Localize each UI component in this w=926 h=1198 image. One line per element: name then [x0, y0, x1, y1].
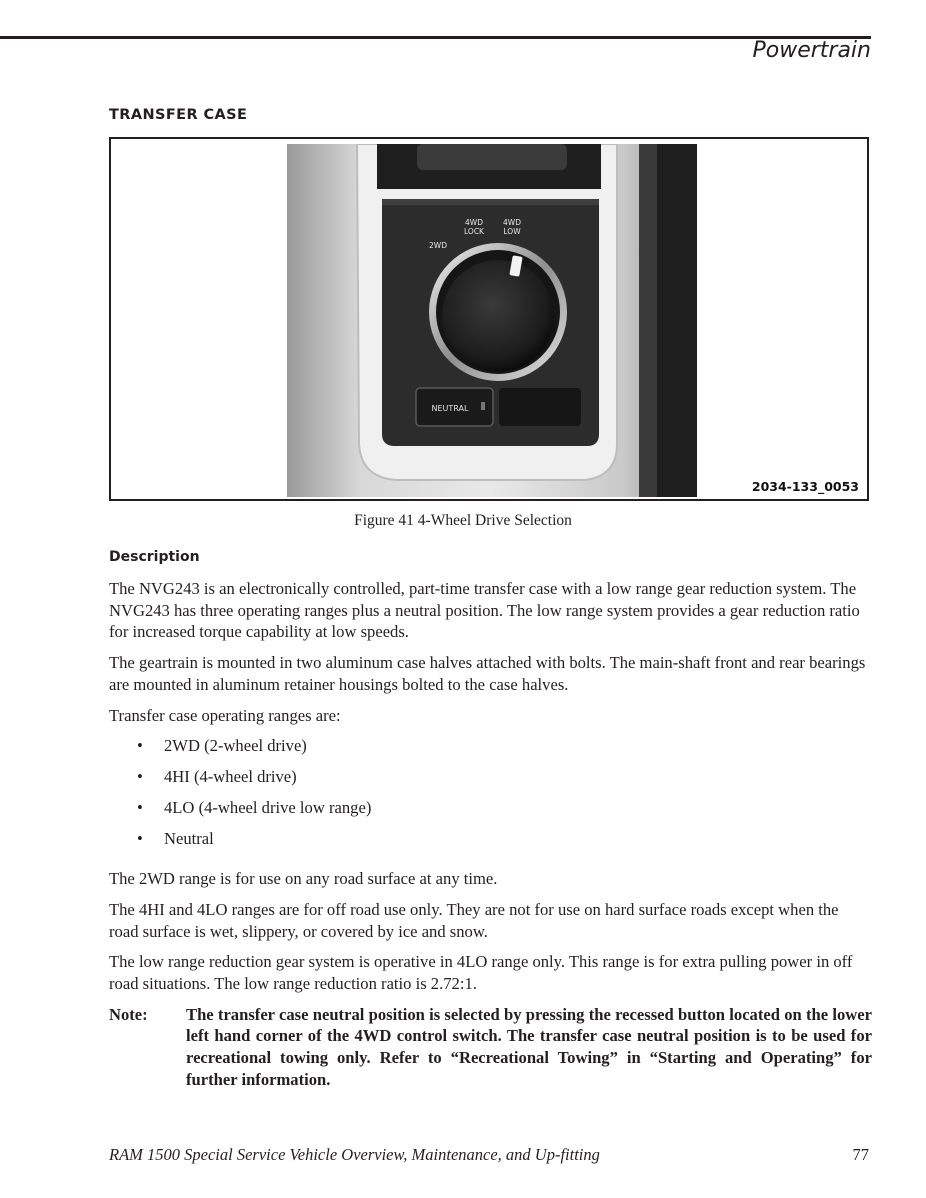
page-footer — [109, 1145, 871, 1165]
label-4wd-lock-line2: LOCK — [464, 227, 484, 236]
list-item-text: 2WD (2-wheel drive) — [164, 736, 307, 756]
paragraph: The 4HI and 4LO ranges are for off road use only. They are not for use on hard surface roads except when the road surface is wet, slippery, or covered by ice and snow. — [109, 899, 839, 941]
list-item-text: 4LO (4-wheel drive low range) — [164, 798, 372, 818]
photo-id: 2034-133_0053 — [748, 478, 863, 495]
label-4wd-low-line1: 4WD — [503, 218, 521, 227]
paragraph: The 2WD range is for use on any road surface at any time. — [109, 869, 498, 889]
label-2wd: 2WD — [429, 241, 447, 250]
bullet-icon: • — [137, 798, 143, 818]
list-item — [109, 797, 872, 828]
figure-caption: Figure 41 4-Wheel Drive Selection — [354, 512, 572, 529]
note-label: Note: — [109, 1004, 148, 1024]
transfer-case-switch-photo — [287, 144, 697, 497]
paragraph: The NVG243 is an electronically controlled, part-time transfer case with a low range gear reduction system. The NVG243 has three operating ranges plus a neutral position. The low range system provides a gear reduction ratio for increased torque capability at low speeds. — [109, 579, 860, 642]
ranges-list — [109, 735, 872, 859]
paragraph: Transfer case operating ranges are: — [109, 705, 341, 725]
header-rule — [0, 36, 871, 39]
selector-knob — [442, 260, 554, 372]
bullet-icon: • — [137, 736, 143, 756]
label-4wd-lock-line1: 4WD — [465, 218, 483, 227]
figure-frame — [109, 137, 869, 501]
section-title: Powertrain — [752, 38, 871, 63]
page-number: 77 — [852, 1145, 869, 1164]
paragraph: The low range reduction gear system is operative in 4LO range only. This range is for extra pulling power in off road situations. The low range reduction ratio is 2.72:1. — [109, 952, 853, 994]
page-heading: TRANSFER CASE — [109, 107, 248, 123]
bullet-icon: • — [137, 767, 143, 787]
list-item — [109, 766, 872, 797]
body-content — [109, 578, 872, 1091]
note-text: The transfer case neutral position is selected by pressing the recessed button located on the lower left hand corner of the 4WD control switch. The transfer case neutral position is to be used for recreational towing only. Refer to “Recreational Towing” in “Starting and Operating” for further information. — [186, 1004, 872, 1089]
list-item-text: 4HI (4-wheel drive) — [164, 767, 297, 787]
list-item — [109, 735, 872, 766]
label-4wd-low-line2: LOW — [503, 227, 521, 236]
paragraph: The geartrain is mounted in two aluminum case halves attached with bolts. The main-shaft front and rear bearings are mounted in aluminum retainer housings bolted to the case halves. — [109, 653, 866, 694]
note-block — [109, 1004, 872, 1091]
description-heading: Description — [109, 549, 200, 565]
list-item-text: Neutral — [164, 829, 214, 849]
label-neutral: NEUTRAL — [431, 404, 469, 413]
footer-title: RAM 1500 Special Service Vehicle Overview, Maintenance, and Up-fitting — [109, 1145, 600, 1164]
bullet-icon: • — [137, 829, 143, 849]
list-item — [109, 828, 872, 859]
